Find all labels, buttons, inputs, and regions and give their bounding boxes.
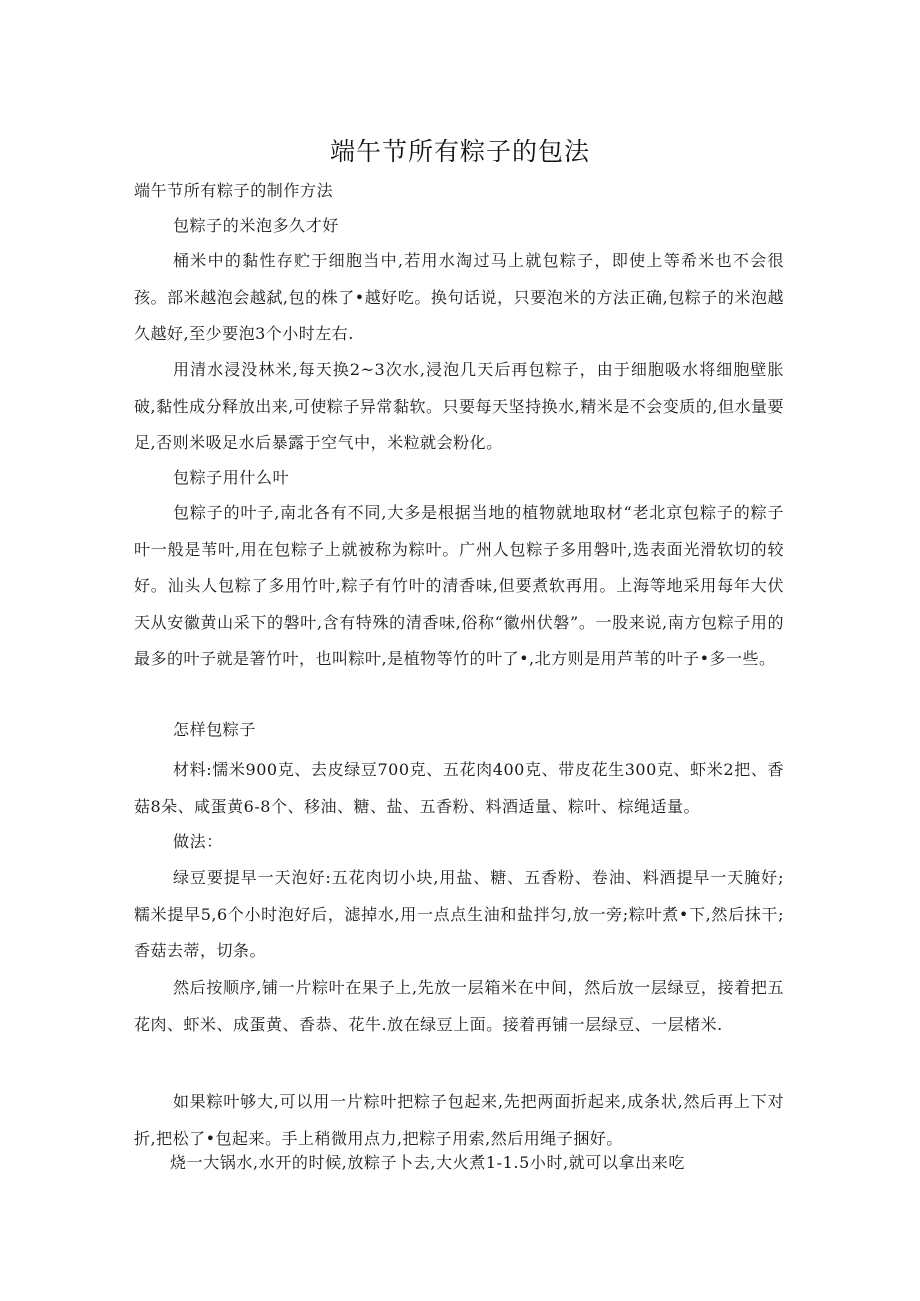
section-heading-method: 做法： (173, 832, 223, 851)
closing-line-cooking: 烧一大锅水,水开的时候,放粽子卜去,大火煮1-1.5小时,就可以拿出来吃 (170, 1153, 685, 1172)
section-heading-rice-soaking: 包粽子的米泡多久才好 (173, 216, 340, 235)
paragraph-folding: 如果粽叶够大,可以用一片粽叶把粽子包起来,先把两面折起来,成条状,然后再上下对折,把松了•包起来。手上稍微用点力,把粽子用索,然后用绳子捆好。 (134, 1092, 784, 1148)
paragraph-rice-stickiness: 桶米中的黏性存贮于细胞当中,若用水淘过马上就包粽子，即使上等希米也不会很孩。部米越泡会越弑,包的株了•越好吃。换句话说，只要泡米的方法正确,包粽子的米泡越久越好,至少要泡3个小时左右. (134, 251, 784, 343)
section-heading-how-to-wrap: 怎样包粽子 (173, 720, 257, 739)
document-title: 端午节所有粽子的包法 (329, 137, 590, 166)
document-subtitle: 端午节所有粽子的制作方法 (134, 181, 334, 200)
paragraph-leaf-types: 包粽子的叶子,南北各有不同,大多是根据当地的植物就地取材“老北京包粽子的粽子叶一般是苇叶,用在包粽子上就被称为粽叶。广州人包粽子多用磐叶,选表面光滑软切的较好。汕头人包粽了多用竹叶,粽子有竹叶的清香味,但要煮软再用。上海等地采用每年大伏天从安徽黄山采下的磐叶,含有特殊的清香味,俗称“徽州伏磐”。一股来说,南方包粽子用的最多的叶子就是箸竹叶，也叫粽叶,是植物等竹的叶了•,北方则是用芦苇的叶子•多一些。 (134, 503, 784, 668)
paragraph-preparation: 绿豆要提早一天泡好:五花肉切小块,用盐、糖、五香粉、卷油、料酒提早一天腌好;糯米提早5,6个小时泡好后，滤掉水,用一点点生油和盐拌匀,放一旁;粽叶煮•下,然后抹干;香菇去蒂，切条。 (134, 868, 784, 960)
paragraph-rice-water-change: 用清水浸没林米,每天换2~3次水,浸泡几天后再包粽子，由于细胞吸水将细胞壁胀破,黏性成分释放出来,可使粽子异常黏软。只要每天坚持换水,精米是不会变质的,但水量要足,否则米吸足水后暴露于空气中，米粒就会粉化。 (134, 360, 784, 452)
paragraph-ingredients: 材料:懦米900克、去皮绿豆700克、五花肉400克、带皮花生300克、虾米2把、香菇8朵、咸蛋黄6-8个、移油、糖、盐、五香粉、料酒适量、粽叶、棕绳适量。 (134, 760, 784, 816)
section-heading-leaves: 包粽子用什么叶 (173, 468, 290, 487)
paragraph-layering: 然后按顺序,铺一片粽叶在果子上,先放一层箱米在中间，然后放一层绿豆，接着把五花肉、虾米、成蛋黄、香恭、花牛.放在绿豆上面。接着再铺一层绿豆、一层楮米. (134, 978, 784, 1034)
